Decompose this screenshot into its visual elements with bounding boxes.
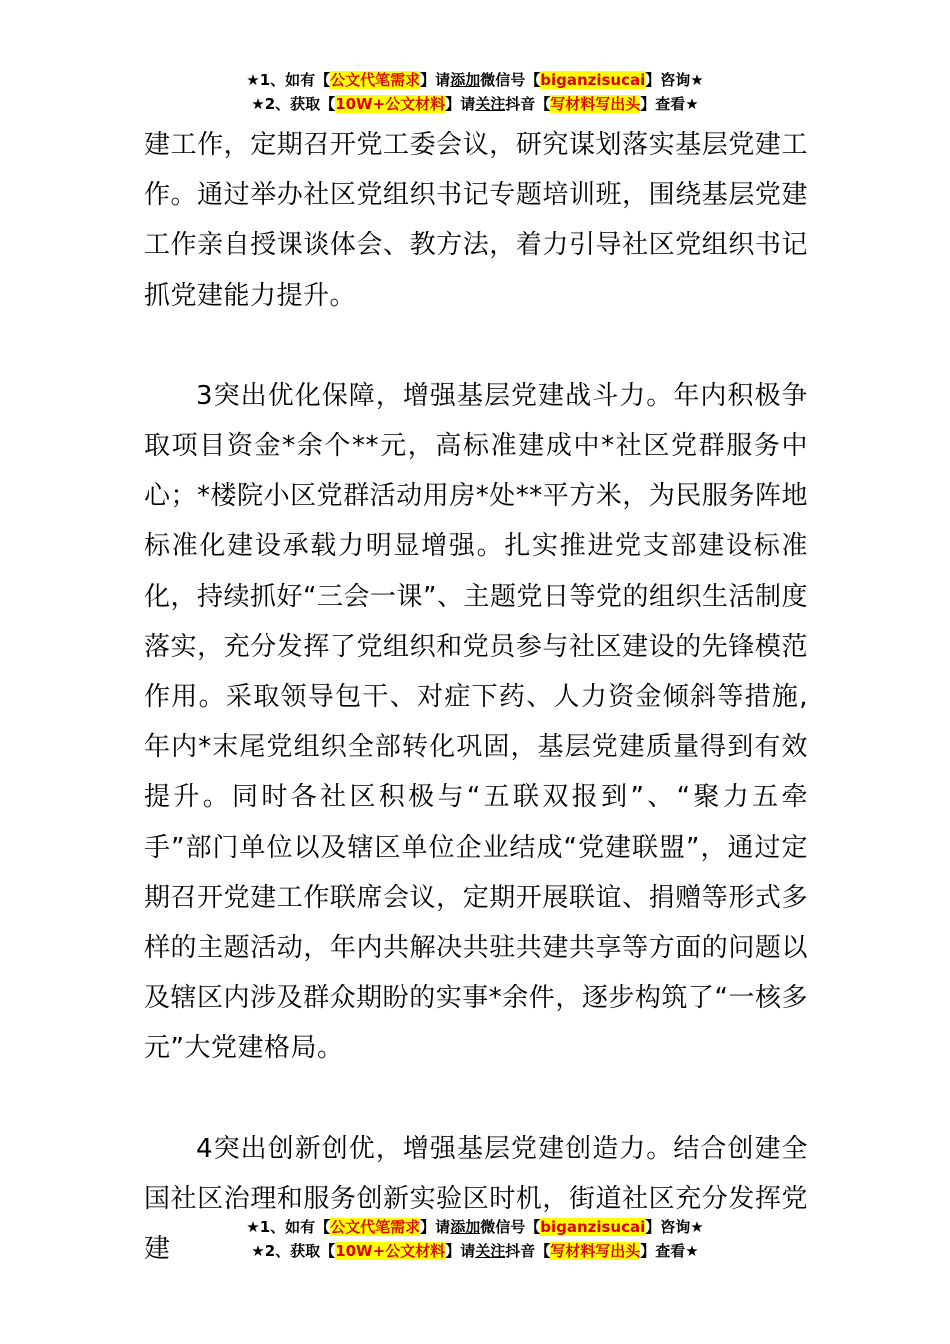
banner-highlight: 公文代笔需求	[330, 71, 421, 89]
banner-highlight: 10W+公文材料	[335, 1242, 446, 1260]
banner-highlight: 10W+公文材料	[335, 95, 446, 113]
douyin-account: 写材料写出头	[550, 95, 641, 113]
banner-line-1: ★1、如有【公文代笔需求】请添加微信号【biganzisucai】咨询★	[246, 71, 704, 89]
wechat-id: biganzisucai	[540, 71, 646, 89]
douyin-account: 写材料写出头	[550, 1242, 641, 1260]
banner-line-1: ★1、如有【公文代笔需求】请添加微信号【biganzisucai】咨询★	[246, 1218, 704, 1236]
wechat-id: biganzisucai	[540, 1218, 646, 1236]
footer-banner	[0, 1215, 950, 1263]
paragraph-3: 4突出创新创优，增强基层党建创造力。结合创建全国社区治理和服务创新实验区时机，街道社区充分发挥党建	[144, 1133, 808, 1265]
paragraph-gap	[144, 1074, 808, 1124]
paragraph-1: 建工作，定期召开党工委会议，研究谋划落实基层党建工作。通过举办社区党组织书记专题培训班，围绕基层党建工作亲自授课谈体会、教方法，着力引导社区党组织书记抓党建能力提升。	[144, 130, 808, 311]
header-banner	[0, 68, 950, 116]
banner-highlight: 公文代笔需求	[330, 1218, 421, 1236]
document-body	[144, 120, 808, 1274]
paragraph-2: 3突出优化保障，增强基层党建战斗力。年内积极争取项目资金*余个**元，高标准建成中*社区党群服务中心；*楼院小区党群活动用房*处**平方米，为民服务阵地标准化建设承载力明显增强。扎实推进党支部建设标准化，持续抓好“三会一课”、主题党日等党的组织生活制度落实，充分发挥了党组织和党员参与社区建设的先锋模范作用。采取领导包干、对症下药、人力资金倾斜等措施,年内*末尾党组织全部转化巩固，基层党建质量得到有效提升。同时各社区积极与“五联双报到”、“聚力五牵手”部门单位以及辖区单位企业结成“党建联盟”，通过定期召开党建工作联席会议，定期开展联谊、捐赠等形式多样的主题活动，年内共解决共驻共建共享等方面的问题以及辖区内涉及群众期盼的实事*余件，逐步构筑了“一核多元”大党建格局。	[144, 380, 808, 1064]
banner-line-2: ★2、获取【10W+公文材料】请关注抖音【写材料写出头】查看★	[251, 1242, 699, 1260]
banner-line-2: ★2、获取【10W+公文材料】请关注抖音【写材料写出头】查看★	[251, 95, 699, 113]
paragraph-gap	[144, 321, 808, 371]
